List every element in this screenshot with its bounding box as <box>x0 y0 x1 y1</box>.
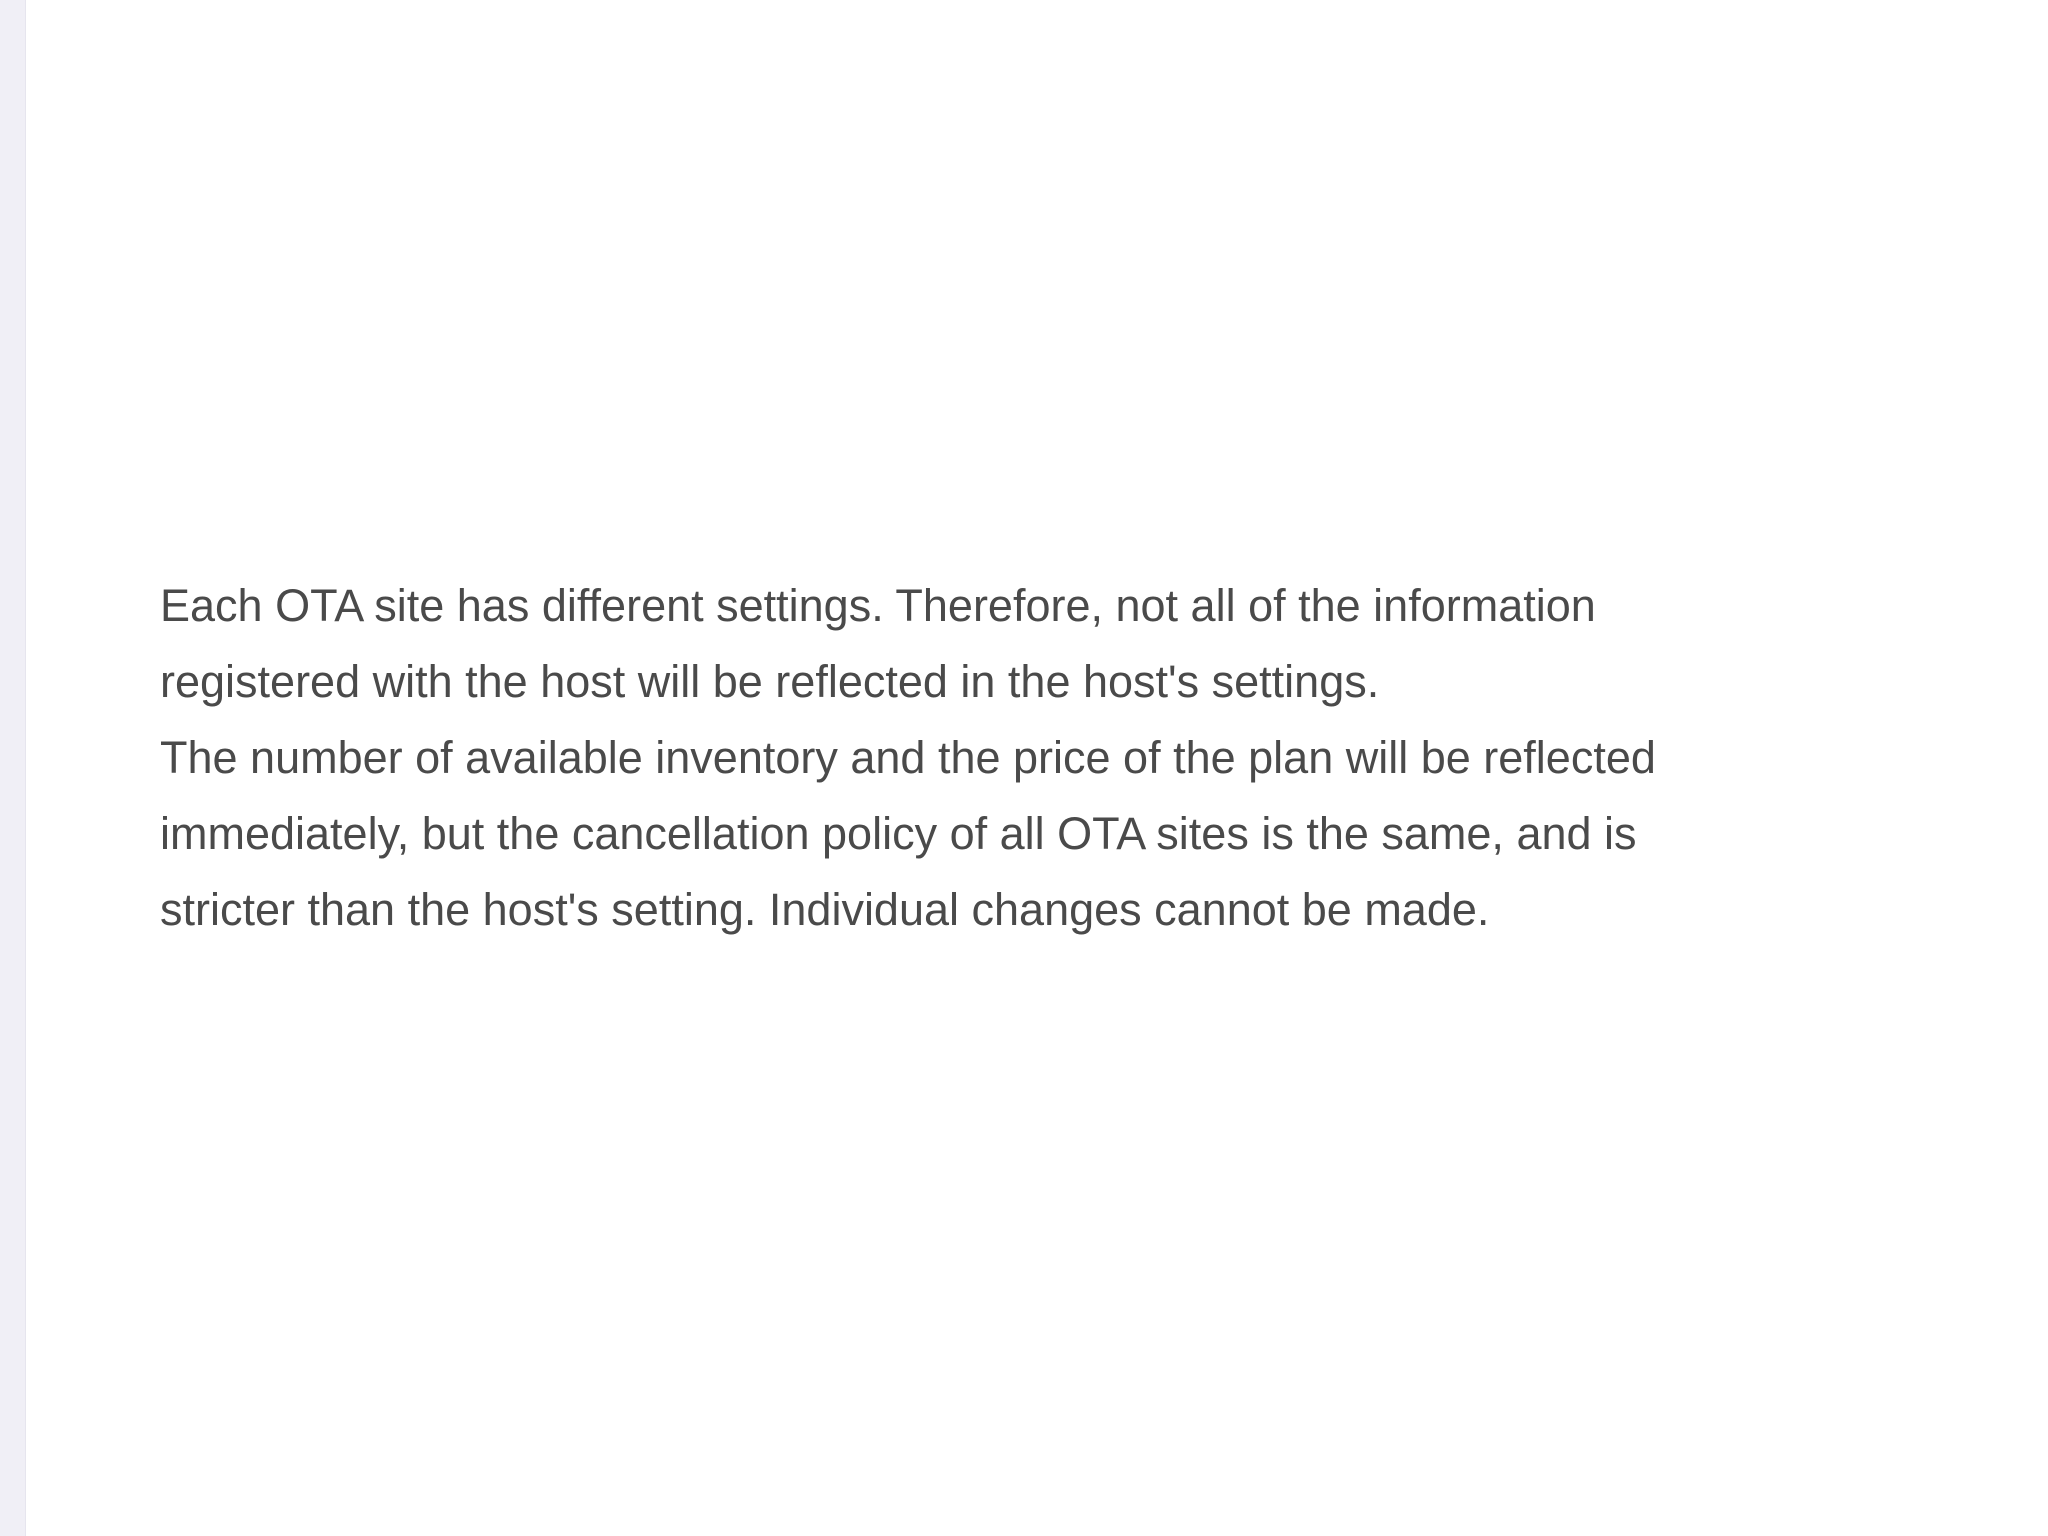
info-line: immediately, but the cancellation policy of all OTA sites is the same, and is <box>160 808 1637 859</box>
info-line: registered with the host will be reflected in the host's settings. <box>160 656 1380 707</box>
info-line: Each OTA site has different settings. Therefore, not all of the information <box>160 580 1596 631</box>
info-line: The number of available inventory and the price of the plan will be reflected <box>160 732 1656 783</box>
info-text-block <box>160 568 1920 948</box>
info-line: stricter than the host's setting. Individual changes cannot be made. <box>160 884 1490 935</box>
side-edge <box>0 0 26 1536</box>
